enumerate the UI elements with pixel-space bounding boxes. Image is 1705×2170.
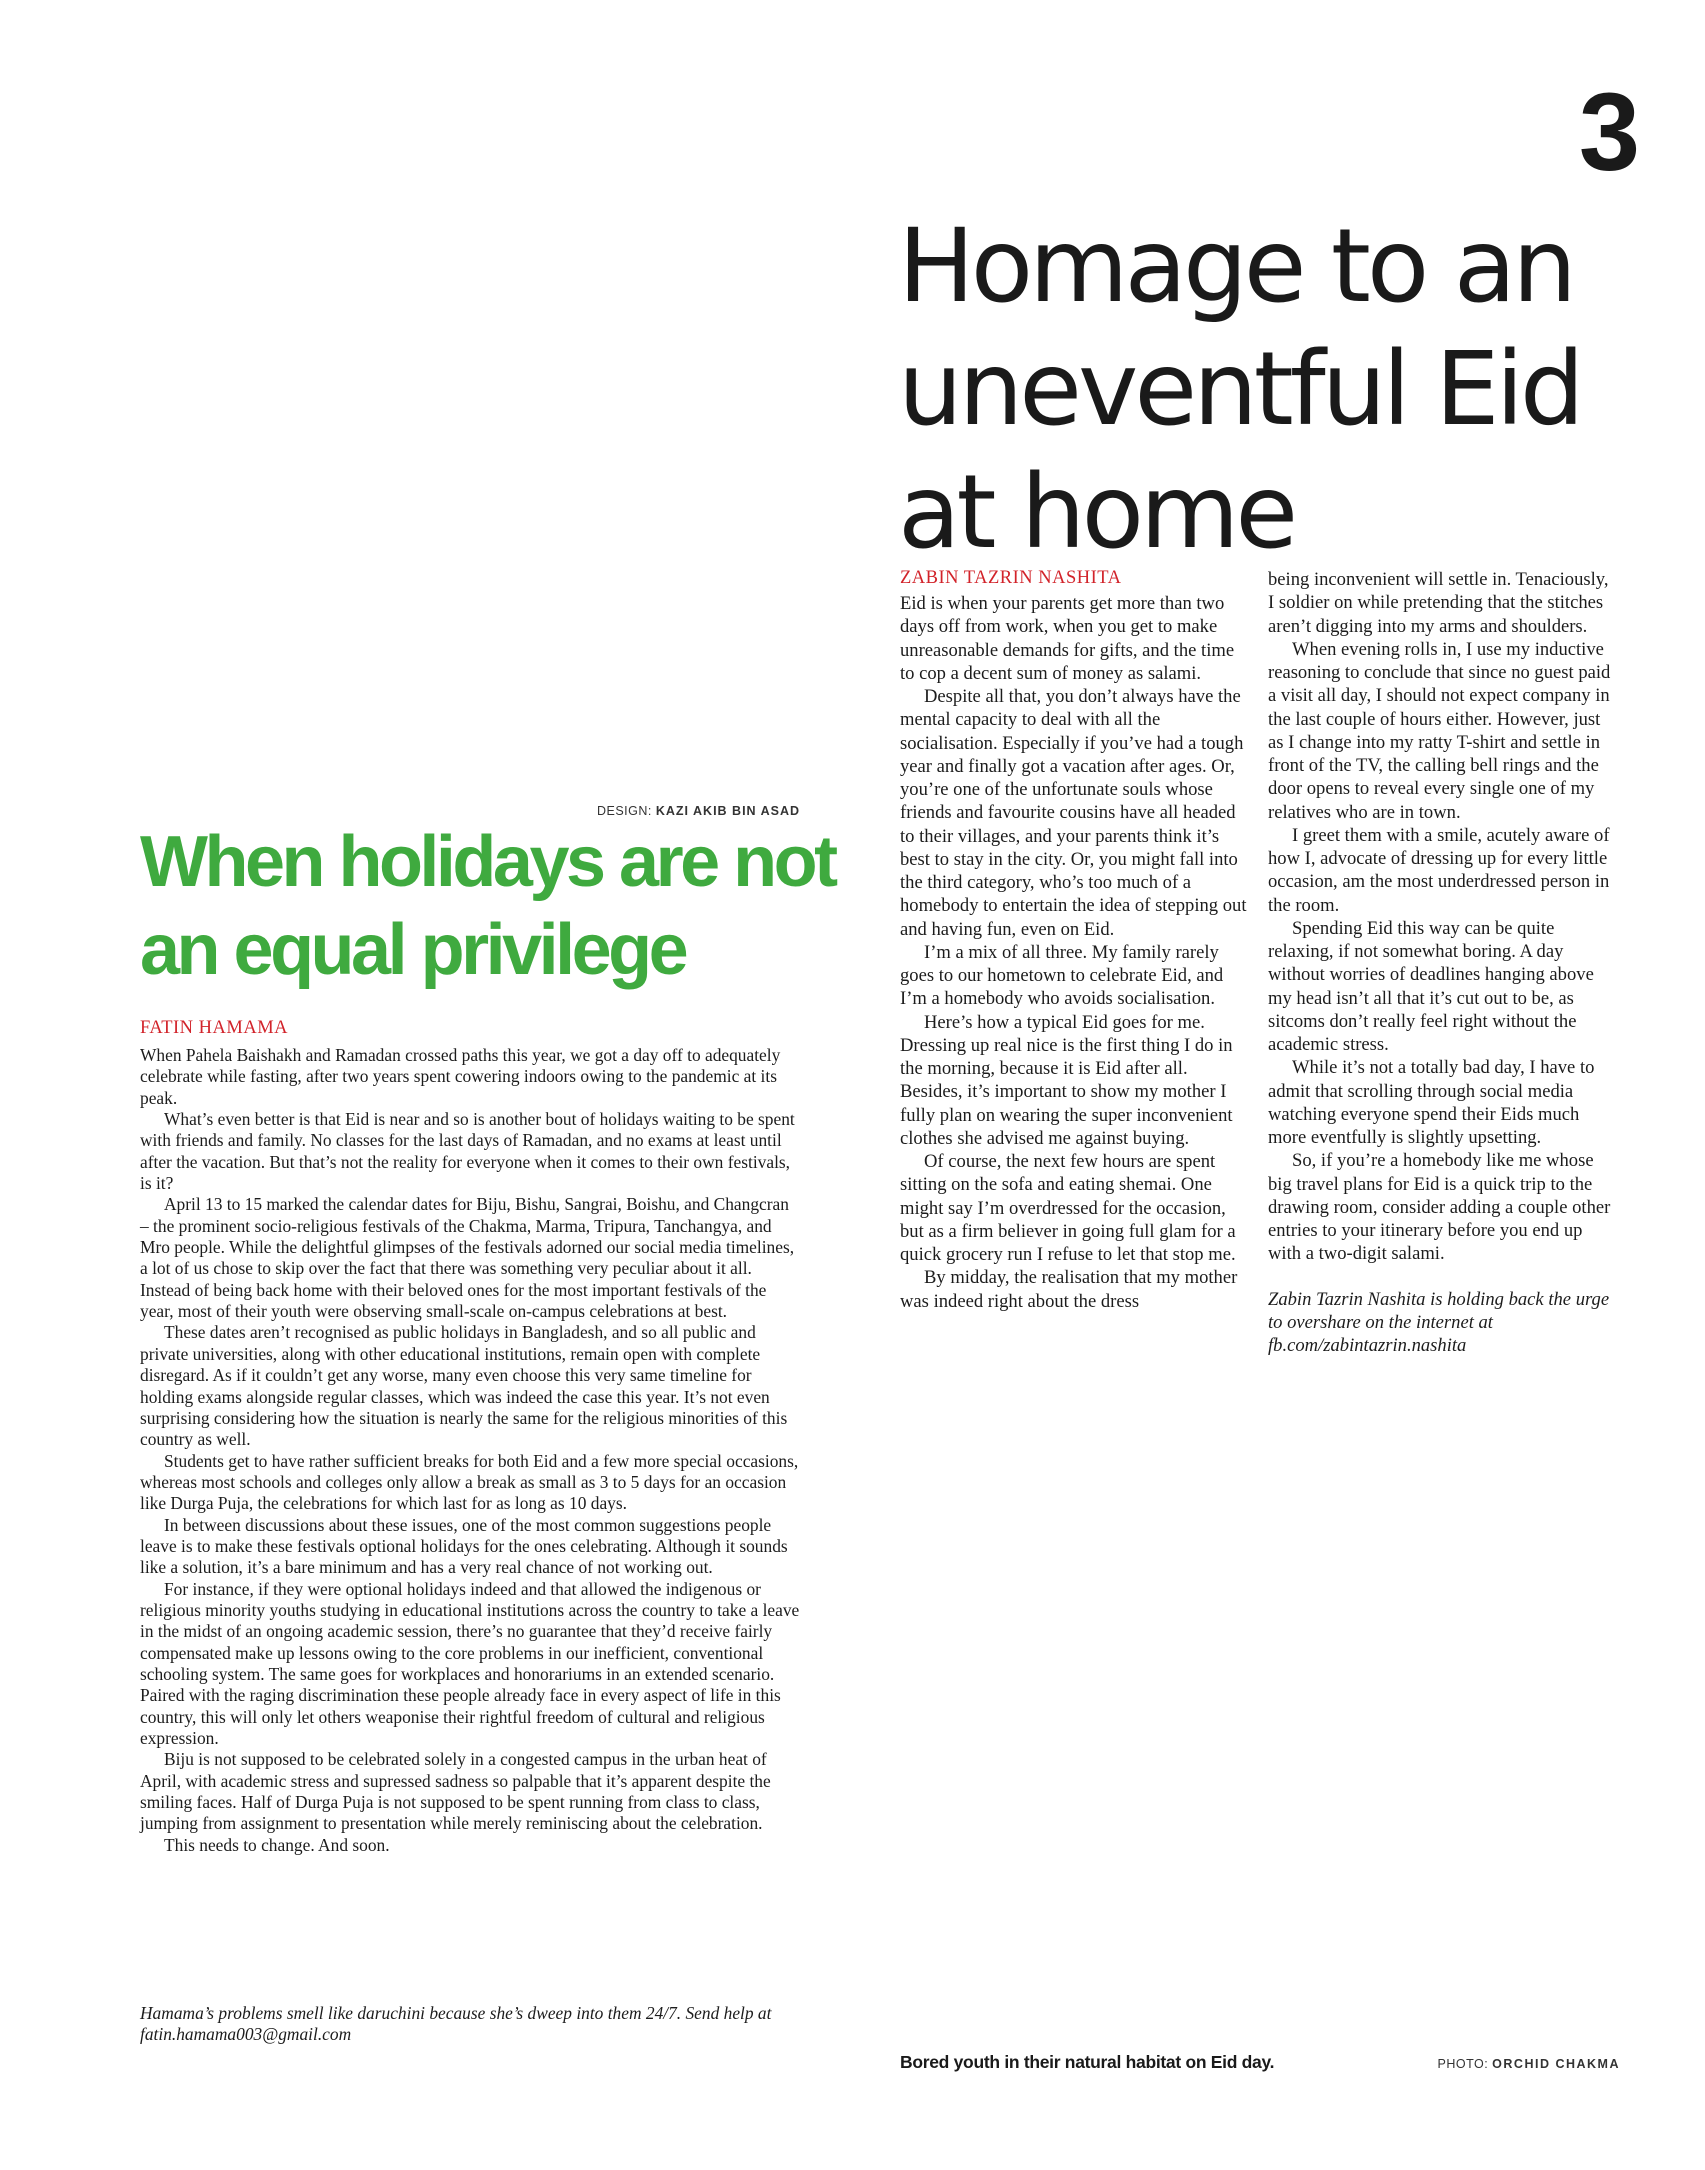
article-column-1 <box>900 592 1250 1313</box>
paragraph: While it’s not a totally bad day, I have to admit that scrolling through social media watching everyone spend their Eids much more eventfully is slightly upsetting. <box>1268 1057 1595 1148</box>
paragraph: For instance, if they were optional holidays indeed and that allowed the indigenous or religious minority youths studying in educational institutions across the country to take a leave in the midst of an ongoing academic session, there’s no guarantee that they’d receive fairly compensated make up lessons owing to the core problems in our inefficient, conventional schooling system. The same goes for workplaces and honorariums in an extended scenario. Paired with the raging discrimination these people already face in every aspect of life in this country, this will only let others weaponise their rightful freedom of cultural and religious expression. <box>140 1578 800 1748</box>
page-number: 3 <box>1578 71 1640 194</box>
paragraph: Eid is when your parents get more than two days off from work, when you get to make unreasonable demands for gifts, and the time to cop a decent sum of money as salami. <box>900 593 1235 684</box>
designer-name: KAZI AKIB BIN ASAD <box>655 804 800 818</box>
paragraph: Here’s how a typical Eid goes for me. Dressing up real nice is the first thing I do in the morning, because it is Eid after all. Besides, it’s important to show my mother I fully plan on wearing the super inconvenient clothes she advised me against buying. <box>900 1011 1233 1149</box>
paragraph: Biju is not supposed to be celebrated solely in a congested campus in the urban heat of April, with academic stress and supressed sadness so palpable that it’s apparent despite the smiling faces. Half of Durga Puja is not supposed to be spent running from class to class, jumping from assignment to presentation while merely reminiscing about the celebration. <box>140 1749 771 1834</box>
paragraph: April 13 to 15 marked the calendar dates for Biju, Bishu, Sangrai, Boishu, and Changcran – the prominent socio-religious festivals of the Chakma, Marma, Tripura, Tanchangya, and Mro people. While the delightful glimpses of the festivals adorned our social media timelines, a lot of us chose to skip over the fact that there was something very peculiar about it all. Instead of being back home with their beloved ones for the most important festivals of the year, most of their youth were observing small-scale on-campus celebrations at best. <box>140 1194 795 1322</box>
photo-caption: Bored youth in their natural habitat on Eid day. <box>900 2052 1275 2072</box>
article-headline-eid: Homage to an uneventful Eid at home <box>898 207 1581 572</box>
paragraph: Of course, the next few hours are spent sitting on the sofa and eating shemai. One might say I’m overdressed for the occasion, but as a firm believer in going full glam for a quick grocery run I refuse to let that stop me. <box>900 1151 1236 1265</box>
byline-zabin: ZABIN TAZRIN NASHITA <box>900 568 1122 588</box>
photo-label: PHOTO: <box>1437 2057 1489 2071</box>
photo-credit <box>1300 2057 1620 2071</box>
article-headline-holidays: When holidays are not an equal privilege <box>140 822 835 990</box>
paragraph: being inconvenient will settle in. Tenaciously, I soldier on while pretending that the stitches aren’t digging into my arms and shoulders. <box>1268 569 1609 637</box>
paragraph: In between discussions about these issues, one of the most common suggestions people leave is to make these festivals optional holidays for the ones celebrating. Although it sounds like a solution, it’s a bare minimum and has a very real chance of not working out. <box>140 1514 788 1578</box>
photographer-name: ORCHID CHAKMA <box>1492 2057 1620 2071</box>
paragraph: What’s even better is that Eid is near and so is another bout of holidays waiting to be spent with friends and family. No classes for the last days of Ramadan, and no exams at least until after the vacation. But that’s not the reality for everyone when it comes to their own festivals, is it? <box>140 1109 795 1194</box>
paragraph: Students get to have rather sufficient breaks for both Eid and a few more special occasions, whereas most schools and colleges only allow a break as small as 3 to 5 days for an occasion like Durga Puja, the celebrations for which last for as long as 10 days. <box>140 1450 799 1514</box>
author-note-zabin: Zabin Tazrin Nashita is holding back the urge to overshare on the internet at fb.com/zabintazrin.nashita <box>1268 1288 1610 1356</box>
byline-fatin: FATIN HAMAMA <box>140 1018 289 1038</box>
paragraph: Despite all that, you don’t always have the mental capacity to deal with all the socialisation. Especially if you’ve had a tough year and finally got a vacation after ages. Or, you’re one of the unfortunate souls whose friends and favourite cousins have all headed to their villages, and your parents think it’s best to stay in the city. Or, you might fall into the third category, who’s too much of a homebody to entertain the idea of stepping out and having fun, even on Eid. <box>900 686 1247 940</box>
paragraph: So, if you’re a homebody like me whose big travel plans for Eid is a quick trip to the drawing room, consider adding a couple other entries to your itinerary before you end up with a two-digit salami. <box>1268 1150 1611 1265</box>
paragraph: When evening rolls in, I use my inductive reasoning to conclude that since no guest paid a visit all day, I should not expect company in the last couple of hours either. However, just as I change into my ratty T-shirt and settle in front of the TV, the calling bell rings and the door opens to reveal every single one of my relatives who are in town. <box>1268 638 1611 823</box>
author-note-fatin: Hamama’s problems smell like daruchini because she’s dweep into them 24/7. Send help at fatin.hamama003@gmail.com <box>140 2003 772 2045</box>
design-label: DESIGN: <box>596 804 652 818</box>
paragraph: I’m a mix of all three. My family rarely goes to our hometown to celebrate Eid, and I’m a homebody who avoids socialisation. <box>900 941 1224 1010</box>
article-body-holidays <box>140 1045 800 1856</box>
paragraph: These dates aren’t recognised as public holidays in Bangladesh, and so all public and private universities, along with other educational institutions, remain open with complete disregard. As if it couldn’t get any worse, many even choose this very same timeline for holding exams alongside regular classes, which was indeed the case this year. It’s not even surprising considering how the situation is nearly the same for the religious minorities of this country as well. <box>140 1322 788 1450</box>
article-column-2 <box>1268 568 1616 1357</box>
paragraph: By midday, the realisation that my mother was indeed right about the dress <box>900 1267 1238 1312</box>
design-credit <box>520 804 800 818</box>
paragraph: When Pahela Baishakh and Ramadan crossed paths this year, we got a day off to adequately celebrate while fasting, after two years spent cowering indoors owing to the pandemic at its peak. <box>140 1045 781 1108</box>
paragraph: This needs to change. And soon. <box>164 1834 390 1855</box>
paragraph: I greet them with a smile, acutely aware of how I, advocate of dressing up for every little occasion, am the most underdressed person in the room. <box>1268 824 1610 916</box>
paragraph: Spending Eid this way can be quite relaxing, if not somewhat boring. A day without worries of deadlines hanging above my head isn’t all that it’s cut out to be, as sitcoms don’t really feel right without the academic stress. <box>1268 917 1594 1055</box>
